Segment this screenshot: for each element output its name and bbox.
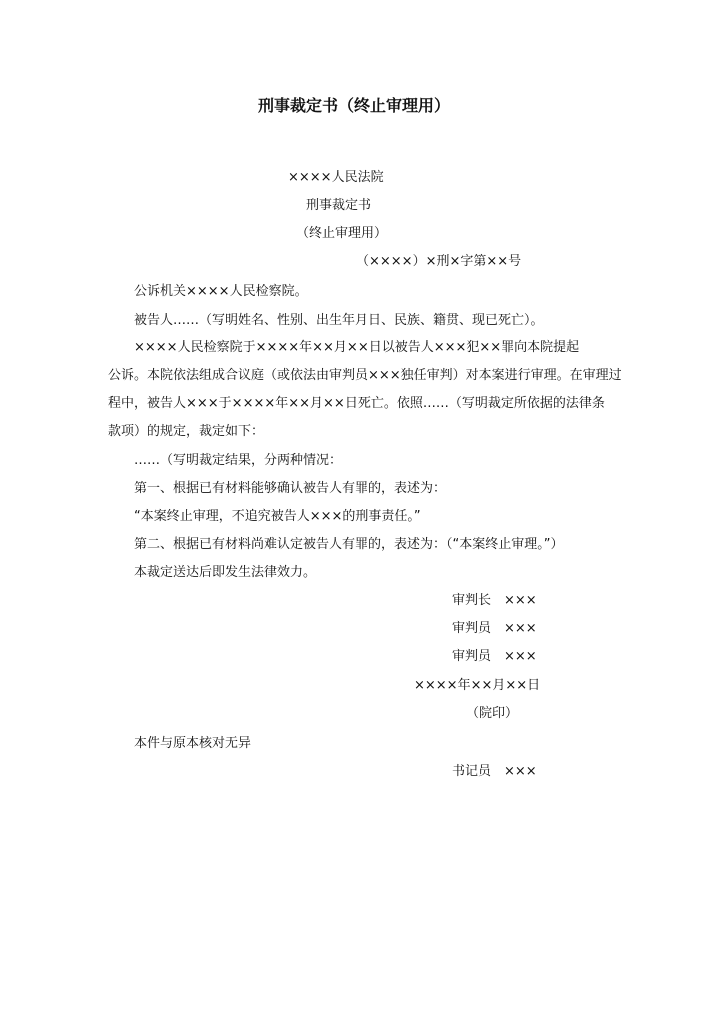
effective-line: 本裁定送达后即发生法律效力。 [134, 565, 317, 580]
document-title: 刑事裁定书（终止审理用） [258, 96, 451, 115]
verification-line: 本件与原本核对无异 [134, 736, 252, 751]
signature-judge: 审判员 ××× [452, 621, 537, 636]
document-subtitle: （终止审理用） [296, 226, 388, 241]
body-line: 款项）的规定，裁定如下： [108, 424, 265, 439]
case-number: （××××）×刑×字第××号 [356, 254, 522, 269]
signature-judge: 审判员 ××× [452, 649, 537, 664]
signature-clerk: 书记员 ××× [452, 764, 537, 779]
document-type: 刑事裁定书 [306, 198, 372, 213]
case-one: 第一、根据已有材料能够确认被告人有罪的，表述为： [134, 481, 447, 496]
court-name: ××××人民法院 [288, 170, 384, 185]
case-one-quote: “本案终止审理，不追究被告人×××的刑事责任。” [134, 509, 421, 524]
ruling-date: ××××年××月××日 [414, 678, 541, 693]
body-line: 程中，被告人×××于××××年××月××日死亡。依照……（写明裁定所依据的法律条 [108, 396, 605, 411]
defendant-line: 被告人……（写明姓名、性别、出生年月日、民族、籍贯、现已死亡）。 [134, 313, 544, 328]
prosecutor-line: 公诉机关××××人民检察院。 [134, 284, 308, 299]
case-two: 第二、根据已有材料尚难认定被告人有罪的，表述为：（“本案终止审理。”） [134, 537, 564, 552]
court-seal: （院印） [466, 706, 519, 721]
signature-presiding-judge: 审判长 ××× [452, 593, 537, 608]
body-line: ××××人民检察院于××××年××月××日以被告人×××犯××罪向本院提起 [134, 340, 580, 355]
ruling-intro: ……（写明裁定结果，分两种情况： [134, 453, 343, 468]
body-line: 公诉。本院依法组成合议庭（或依法由审判员×××独任审判）对本案进行审理。在审理过 [108, 368, 622, 383]
